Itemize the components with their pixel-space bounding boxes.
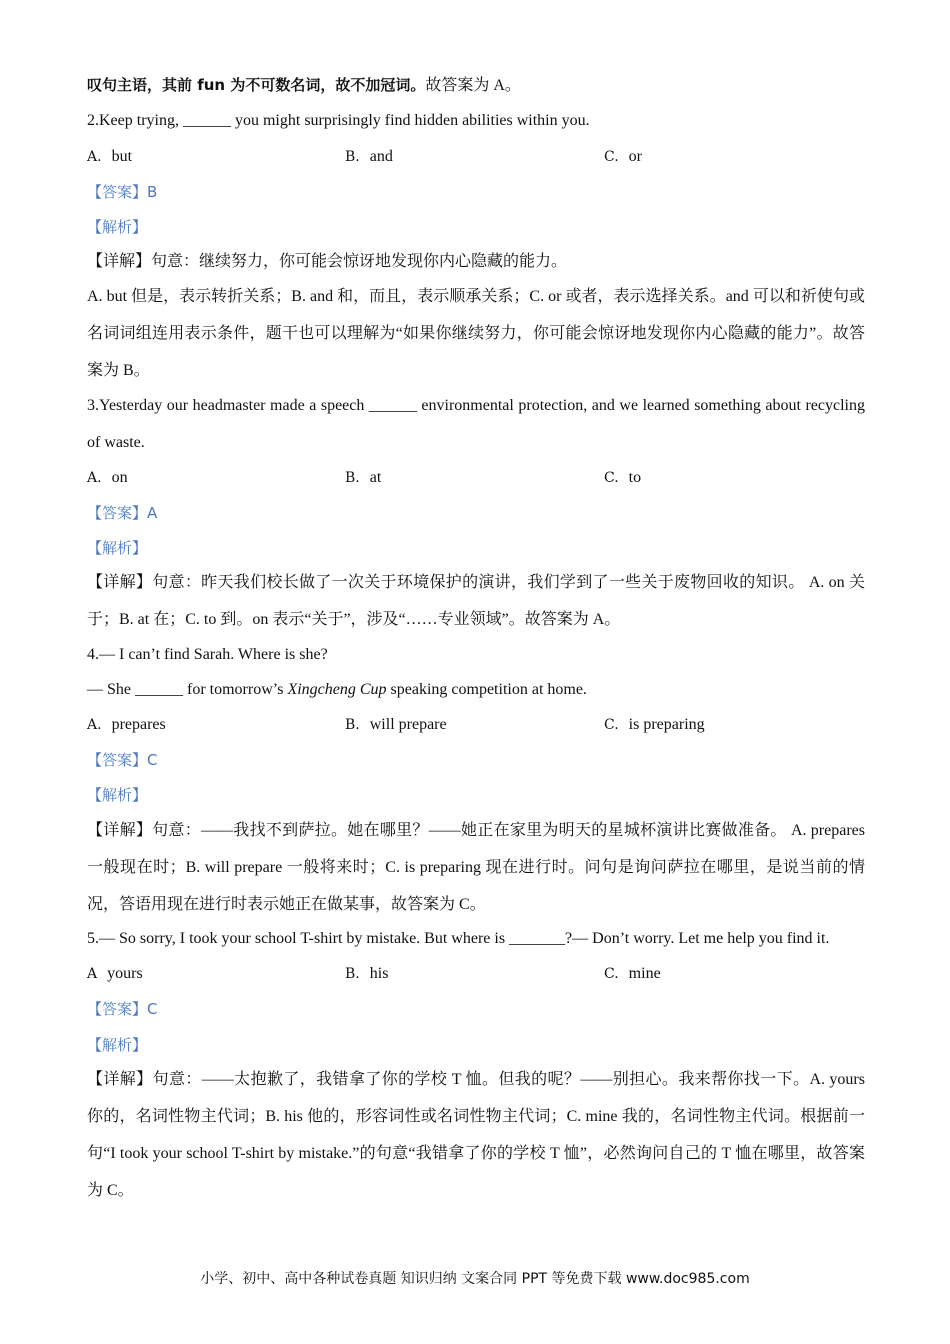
q5-option-a: A yours — [87, 965, 143, 982]
q2-option-c: C. or — [604, 148, 642, 165]
question-5-stem: 5.— So sorry, I took your school T-shirt by mistake. But where is _______?— Don’t worry. Let me help you find it. — [87, 930, 830, 947]
q3-answer: 【答案】A — [87, 504, 158, 522]
q5-option-c: C. mine — [604, 965, 661, 982]
q3-option-a: A. on — [87, 469, 128, 486]
q3-detail-para: 【详解】句意：昨天我们校长做了一次关于环境保护的演讲，我们学到了一些关于废物回收的知识。 A. on 关于；B. at 在；C. to 到。on 表示“关于”，涉及“……专业领域”。故答案为 A。 — [87, 574, 865, 628]
q2-analysis-label: 【解析】 — [87, 218, 148, 236]
q4-detail-para: 【详解】句意：——我找不到萨拉。她在哪里？——她正在家里为明天的星城杯演讲比赛做准备。 A. prepares 一般现在时；B. will prepare 一般将来时；C. is preparing 现在进行时。问句是询问萨拉在哪里，是说当前的情况，答语用现在进行时表示她正在做某事，故答案为 C。 — [87, 822, 865, 913]
q5-option-b: B. his — [345, 965, 389, 982]
q4-option-b: B. will prepare — [345, 716, 447, 733]
question-2-stem: 2.Keep trying, ______ you might surprisingly find hidden abilities within you. — [87, 112, 590, 129]
page-footer: 小学、初中、高中各种试卷真题 知识归纳 文案合同 PPT 等免费下载 www.doc985.com — [200, 1271, 750, 1287]
q4-option-a: A. prepares — [87, 716, 166, 733]
q2-detail-line: 【详解】句意：继续努力，你可能会惊讶地发现你内心隐藏的能力。 — [87, 253, 568, 270]
q5-detail-para: 【详解】句意：——太抱歉了，我错拿了你的学校 T 恤。但我的呢？——别担心。我来帮你找一下。A. yours 你的，名词性物主代词；B. his 他的，形容词性或名词性物主代词；C. mine 我的，名词性物主代词。根据前一句“I took your school T-shirt by mistake.”的句意“我错拿了你的学校 T 恤”，必然询问自己的 T 恤在哪里，故答案为 C。 — [87, 1071, 865, 1199]
intro-line — [87, 74, 521, 97]
intro-tail: 故答案为 A。 — [425, 77, 521, 94]
q4-answer: 【答案】C — [87, 751, 158, 769]
q5-answer: 【答案】C — [87, 1000, 158, 1018]
question-3-stem: 3.Yesterday our headmaster made a speech ______ environmental protection, and we learned something about recycling of waste. — [87, 397, 865, 451]
q3-analysis-label: 【解析】 — [87, 539, 148, 557]
q2-option-b: B. and — [345, 148, 393, 165]
question-4-stem-line2: — She ______ for tomorrow’s Xingcheng Cup speaking competition at home. — [87, 681, 587, 698]
q2-answer: 【答案】B — [87, 183, 158, 201]
q4-analysis-label: 【解析】 — [87, 786, 148, 804]
intro-bold: 叹句主语，其前 fun 为不可数名词，故不加冠词。 — [87, 76, 426, 94]
q3-option-c: C. to — [604, 469, 642, 486]
q4-option-c: C. is preparing — [604, 716, 705, 733]
question-4-stem-line1: 4.— I can’t find Sarah. Where is she? — [87, 646, 328, 663]
q3-option-b: B. at — [345, 469, 382, 486]
q2-detail-para: A. but 但是，表示转折关系；B. and 和，而且，表示顺承关系；C. or 或者，表示选择关系。and 可以和祈使句或名词词组连用表示条件，题干也可以理解为“如果你继续努力，你可能会惊讶地发现你内心隐藏的能力”。故答案为 B。 — [87, 288, 865, 379]
q2-option-a: A. but — [87, 148, 133, 165]
q5-analysis-label: 【解析】 — [87, 1036, 148, 1054]
